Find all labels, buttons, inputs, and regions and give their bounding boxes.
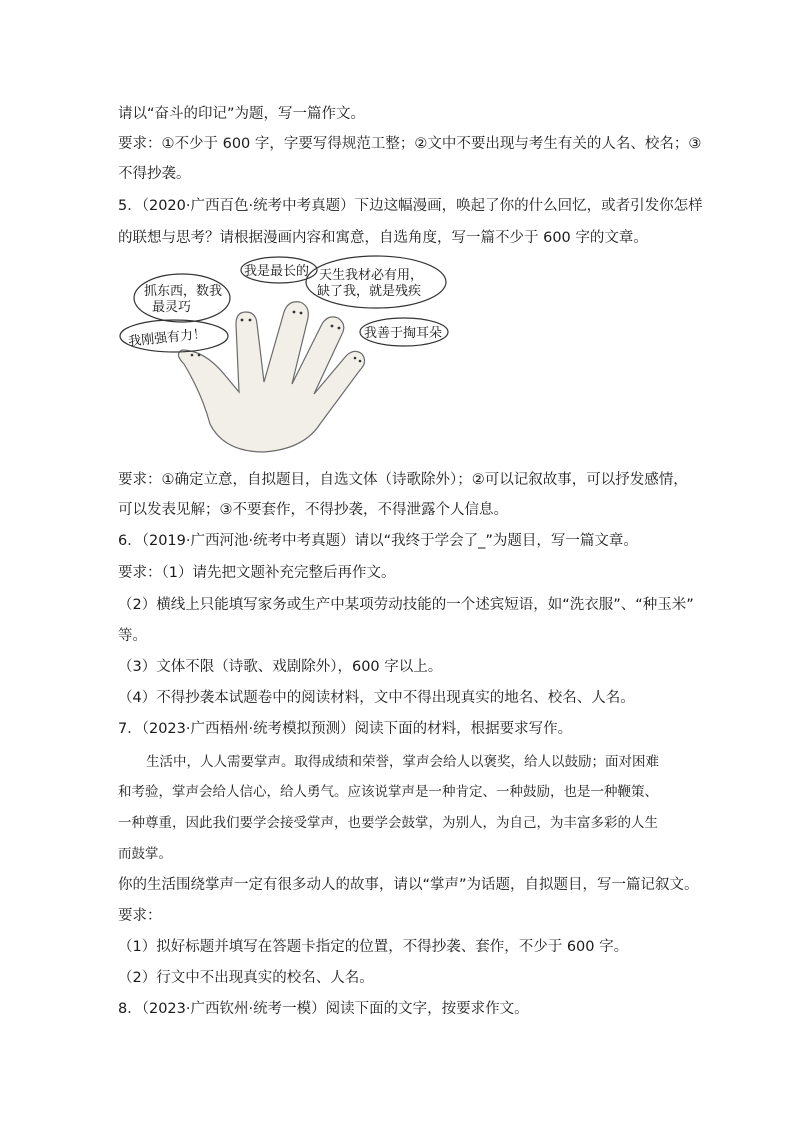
bubble-ring-line-1: 天生我材必有用， — [319, 268, 424, 283]
line-6: 要求：①确定立意，自拟题目，自选文体（诗歌除外）；②可以记叙故事，可以抒发感情， — [118, 472, 688, 488]
quote-line-4: 而鼓掌。 — [118, 846, 172, 862]
line-12: （3）文体不限（诗歌、戏剧除外），600 字以上。 — [118, 659, 443, 675]
line-2: 要求：①不少于 600 字，字要写得规范工整；②文中不要出现与考生有关的人名、校名；③ — [118, 136, 702, 152]
line-15: 你的生活围绕掌声一定有很多动人的故事，请以“掌声”为话题，自拟题目，写一篇记叙文。 — [118, 877, 699, 893]
line-16: 要求： — [118, 908, 162, 924]
quote-line-2: 和考验，掌声会给人信心，给人勇气。应该说掌声是一种肯定、一种鼓励，也是一种鞭策、 — [118, 784, 658, 800]
bubble-thumb: 我刚强有力！ — [127, 326, 207, 350]
line-3: 不得抄袭。 — [118, 166, 191, 182]
question-8-heading: 8．（2023·广西钦州·统考一模）阅读下面的文字，按要求作文。 — [118, 1001, 529, 1017]
hand-cartoon — [114, 254, 454, 454]
line-9: 要求：（1）请先把文题补充完整后再作文。 — [118, 565, 396, 581]
bubble-index-line-2: 最灵巧 — [152, 300, 192, 315]
question-7-heading: 7．（2023·广西梧州·统考模拟预测）阅读下面的材料，根据要求写作。 — [118, 721, 573, 737]
line-10: （2）横线上只能填写家务或生产中某项劳动技能的一个述宾短语，如“洗衣服”、“种玉米” — [118, 597, 694, 613]
bubble-little: 我善于掏耳朵 — [364, 326, 443, 341]
bubble-middle: 我是最长的 — [244, 264, 310, 279]
hand-drawing — [178, 302, 364, 452]
quote-line-1: 生活中，人人需要掌声。取得成绩和荣誉，掌声会给人以褒奖，给人以鼓励；面对困难 — [146, 754, 659, 770]
line-7: 可以发表见解；③不要套作，不得抄袭，不得泄露个人信息。 — [118, 502, 508, 518]
line-11: 等。 — [118, 628, 147, 644]
line-1: 请以“奋斗的印记”为题，写一篇作文。 — [118, 106, 366, 122]
question-6-heading: 6．（2019·广西河池·统考中考真题）请以“我终于学会了_”为题目，写一篇文章。 — [118, 533, 638, 549]
line-18: （2）行文中不出现真实的校名、人名。 — [118, 970, 374, 986]
line-5: 的联想与思考？请根据漫画内容和寓意，自选角度，写一篇不少于 600 字的文章。 — [118, 230, 648, 246]
quote-line-3: 一种尊重，因此我们要学会接受掌声，也要学会鼓掌，为别人，为自己，为丰富多彩的人生 — [118, 815, 658, 831]
line-13: （4）不得抄袭本试题卷中的阅读材料，文中不得出现真实的地名、校名、人名。 — [118, 690, 635, 706]
line-17: （1）拟好标题并填写在答题卡指定的位置，不得抄袭、套作，不少于 600 字。 — [118, 939, 629, 955]
question-5-heading: 5．（2020·广西百色·统考中考真题）下边这幅漫画，唤起了你的什么回忆，或者引发你怎样 — [118, 198, 703, 214]
bubble-index-line-1: 抓东西，数我 — [144, 284, 223, 299]
bubble-ring-line-2: 缺了我，就是残疾 — [317, 284, 422, 299]
